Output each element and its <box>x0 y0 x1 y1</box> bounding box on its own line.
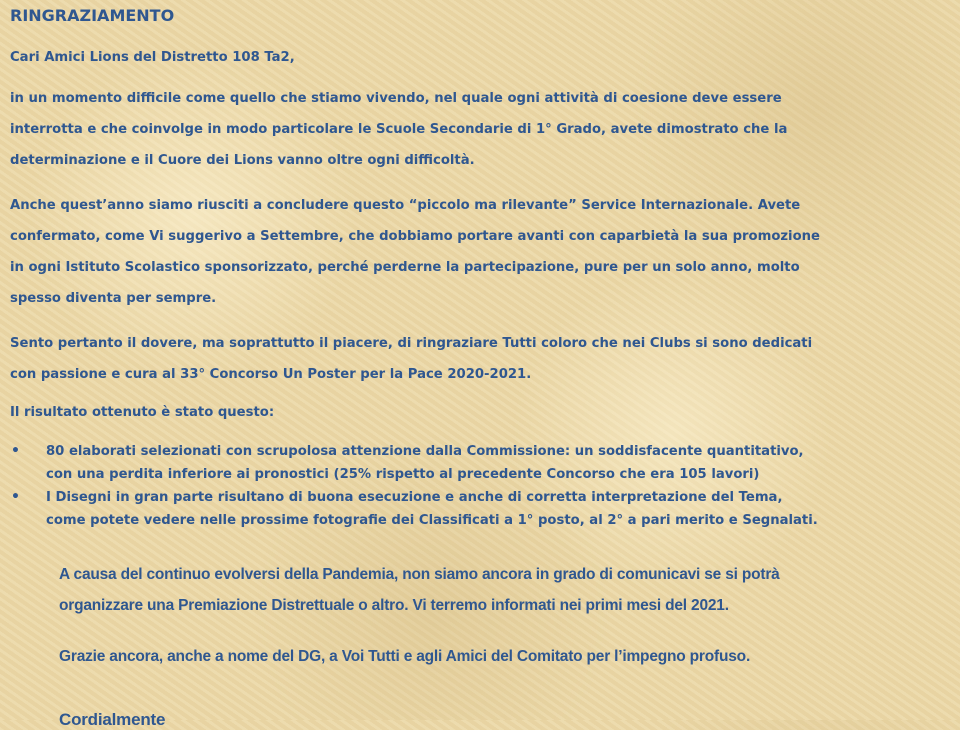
bullet-icon: • <box>11 443 20 459</box>
paragraph-line: A causa del continuo evolversi della Pandemia, non siamo ancora in grado di comunicavi se si potrà <box>59 566 780 583</box>
result-intro: Il risultato ottenuto è stato questo: <box>10 405 275 420</box>
bullet-icon: • <box>11 489 20 505</box>
paragraph-line: Anche quest’anno siamo riusciti a concludere questo “piccolo ma rilevante” Service Internazionale. Avete <box>10 198 801 213</box>
paragraph-line: confermato, come Vi suggerivo a Settembre, che dobbiamo portare avanti con caparbietà la sua promozione <box>10 229 820 244</box>
paragraph-line: determinazione e il Cuore dei Lions vanno oltre ogni difficoltà. <box>10 153 475 168</box>
paragraph-line: in ogni Istituto Scolastico sponsorizzato, perché perderne la partecipazione, pure per un solo anno, molto <box>10 260 800 275</box>
bullet-line: con una perdita inferiore ai pronostici (25% rispetto al precedente Concorso che era 105 lavori) <box>46 467 760 482</box>
bullet-line: I Disegni in gran parte risultano di buona esecuzione e anche di corretta interpretazione del Tema, <box>46 490 783 505</box>
paragraph-line: Sento pertanto il dovere, ma soprattutto il piacere, di ringraziare Tutti coloro che nei Clubs si sono dedicati <box>10 336 813 351</box>
paragraph-line: spesso diventa per sempre. <box>10 291 217 306</box>
paragraph-line: organizzare una Premiazione Distrettuale o altro. Vi terremo informati nei primi mesi del 2021. <box>59 597 729 614</box>
paragraph-line: interrotta e che coinvolge in modo particolare le Scuole Secondarie di 1° Grado, avete dimostrato che la <box>10 122 788 137</box>
paragraph-line: in un momento difficile come quello che stiamo vivendo, nel quale ogni attività di coesione deve essere <box>10 91 782 106</box>
page-title: RINGRAZIAMENTO <box>10 6 175 25</box>
paragraph-line: con passione e cura al 33° Concorso Un Poster per la Pace 2020-2021. <box>10 367 532 382</box>
closing: Cordialmente <box>59 710 166 729</box>
greeting: Cari Amici Lions del Distretto 108 Ta2, <box>10 50 295 65</box>
bullet-line: come potete vedere nelle prossime fotografie dei Classificati a 1° posto, al 2° a pari merito e Segnalati. <box>46 513 818 528</box>
bullet-line: 80 elaborati selezionati con scrupolosa attenzione dalla Commissione: un soddisfacente quantitativo, <box>46 444 804 459</box>
thanks-line: Grazie ancora, anche a nome del DG, a Voi Tutti e agli Amici del Comitato per l’impegno profuso. <box>59 648 751 665</box>
